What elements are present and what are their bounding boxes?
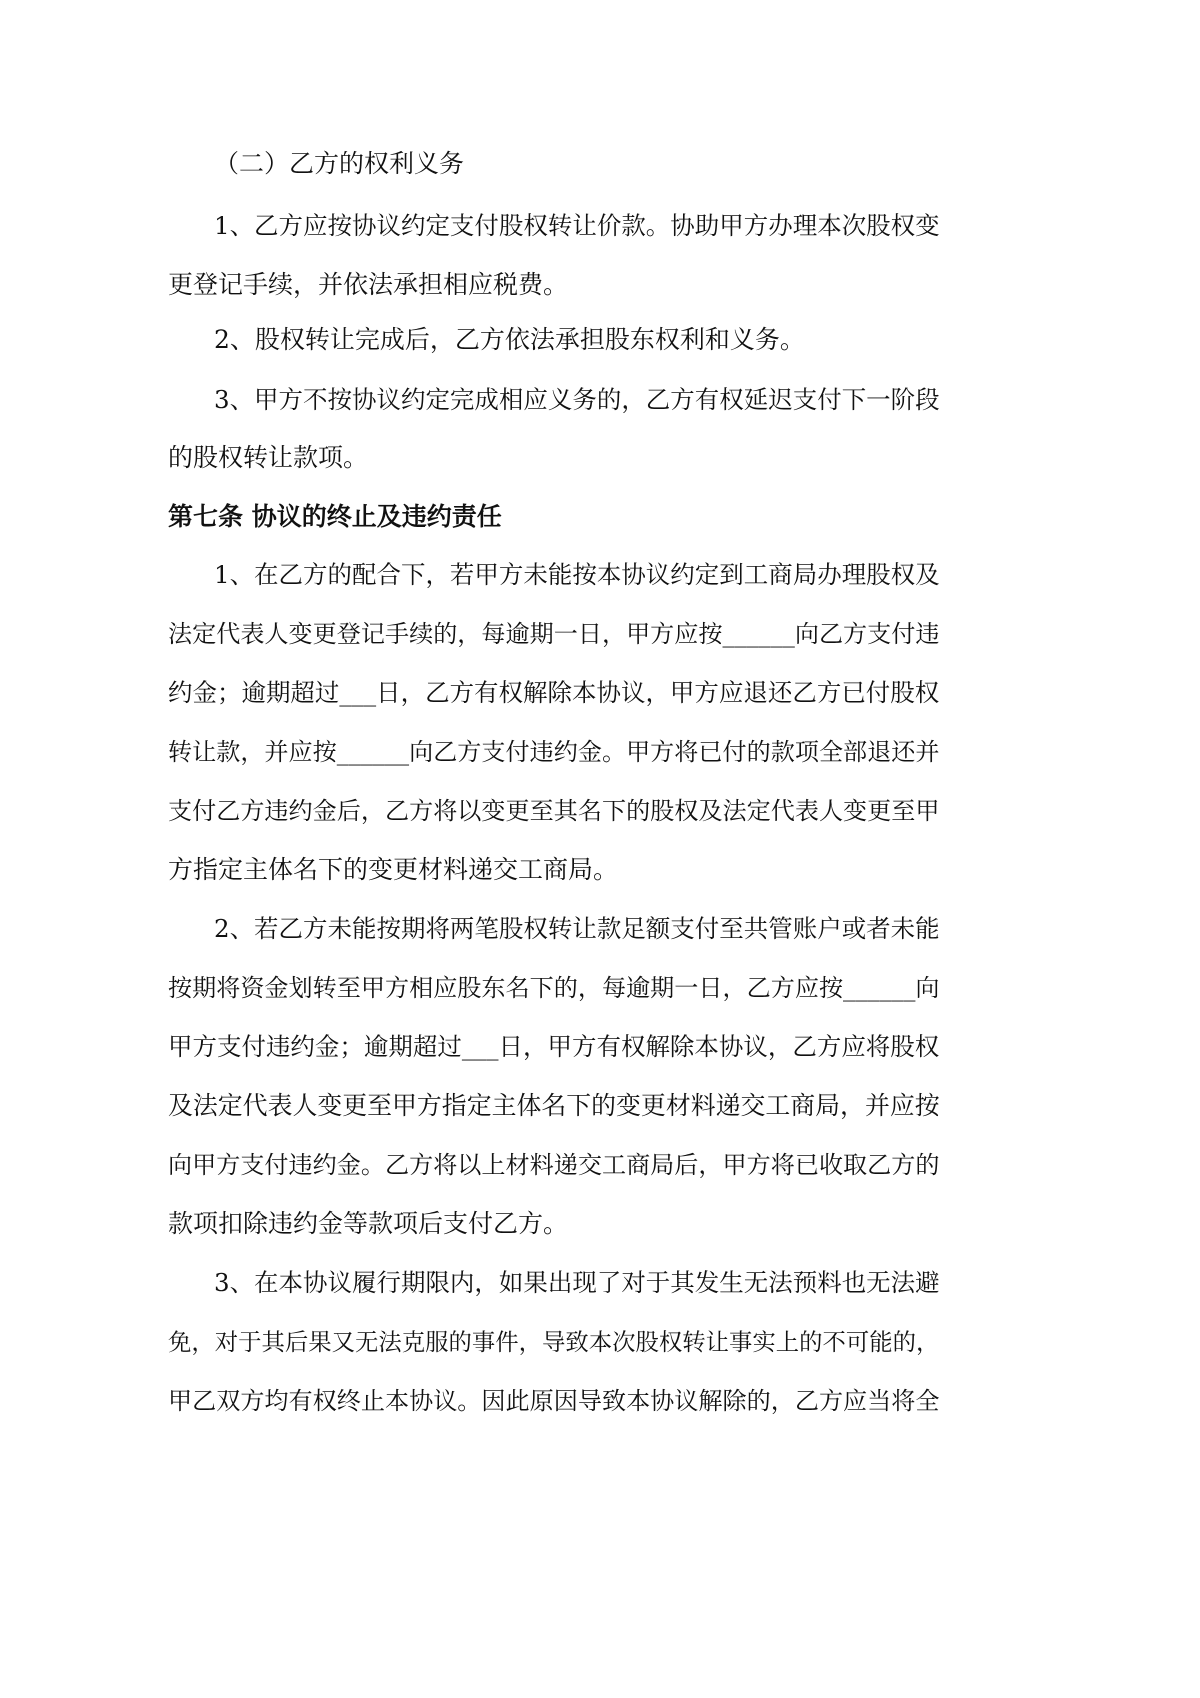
paragraph-line: 1、在乙方的配合下，若甲方未能按本协议约定到工商局办理股权及	[214, 560, 940, 589]
paragraph-line: 免，对于其后果又无法克服的事件，导致本次股权转让事实上的不可能的，	[168, 1328, 940, 1356]
paragraph-line: 甲方支付违约金；逾期超过___日，甲方有权解除本协议，乙方应将股权	[168, 1032, 940, 1061]
paragraph-line: 3、甲方不按协议约定完成相应义务的，乙方有权延迟支付下一阶段	[214, 385, 940, 414]
paragraph-line: 转让款，并应按______向乙方支付违约金。甲方将已付的款项全部退还并	[168, 738, 940, 766]
article-seven-heading: 第七条 协议的终止及违约责任	[168, 502, 502, 531]
paragraph-line: 约金；逾期超过___日，乙方有权解除本协议，甲方应退还乙方已付股权	[168, 678, 940, 707]
paragraph-line: 法定代表人变更登记手续的，每逾期一日，甲方应按______向乙方支付违	[168, 620, 940, 648]
paragraph-line: 更登记手续，并依法承担相应税费。	[168, 270, 569, 299]
paragraph-line: 及法定代表人变更至甲方指定主体名下的变更材料递交工商局，并应按	[168, 1091, 940, 1120]
paragraph-line: 向甲方支付违约金。乙方将以上材料递交工商局后，甲方将已收取乙方的	[168, 1151, 940, 1179]
paragraph-line: 按期将资金划转至甲方相应股东名下的，每逾期一日，乙方应按______向	[168, 974, 940, 1002]
paragraph-line: 2、若乙方未能按期将两笔股权转让款足额支付至共管账户或者未能	[214, 914, 940, 943]
paragraph-line: 款项扣除违约金等款项后支付乙方。	[168, 1209, 569, 1238]
paragraph-line: 方指定主体名下的变更材料递交工商局。	[168, 855, 619, 884]
paragraph-line: 1、乙方应按协议约定支付股权转让价款。协助甲方办理本次股权变	[214, 211, 940, 240]
paragraph-line: 甲乙双方均有权终止本协议。因此原因导致本协议解除的，乙方应当将全	[168, 1387, 940, 1415]
section-heading-b-rights: （二）乙方的权利义务	[214, 149, 465, 178]
paragraph-line: 3、在本协议履行期限内，如果出现了对于其发生无法预料也无法避	[214, 1268, 940, 1297]
paragraph-line: 2、股权转让完成后，乙方依法承担股东权利和义务。	[214, 325, 805, 354]
paragraph-line: 支付乙方违约金后，乙方将以变更至其名下的股权及法定代表人变更至甲	[168, 797, 940, 825]
paragraph-line: 的股权转让款项。	[168, 443, 369, 472]
